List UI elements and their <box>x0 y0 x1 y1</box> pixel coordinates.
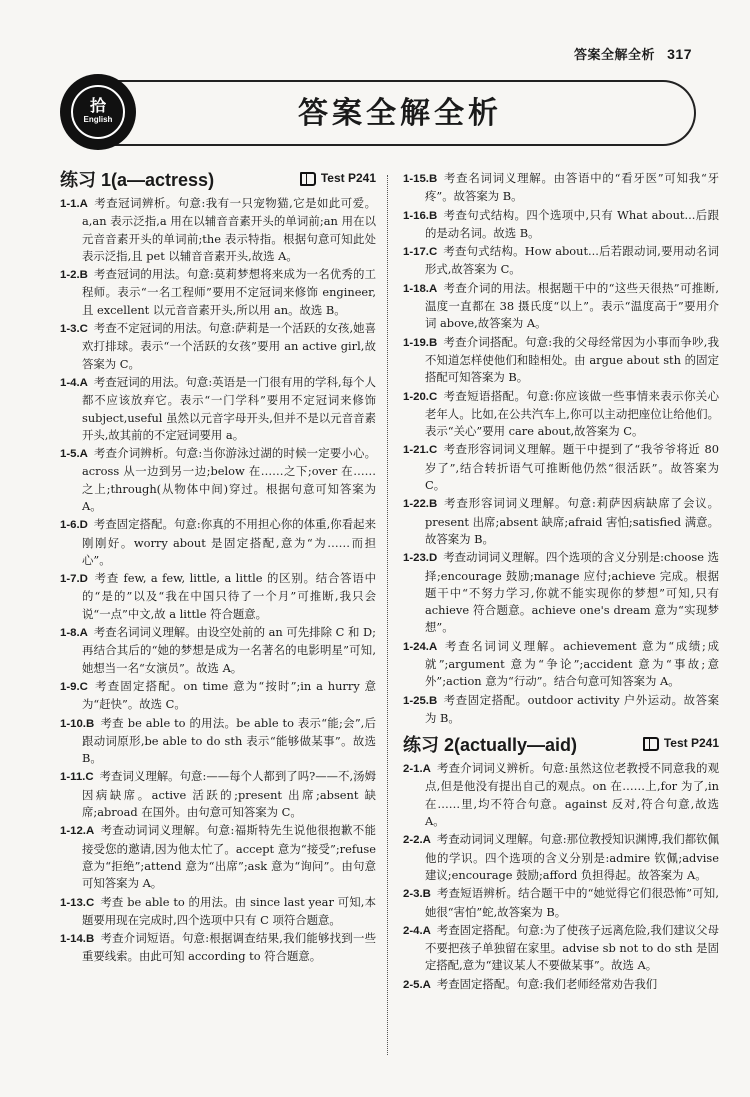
answer-explanation: 考查句式结构。四个选项中,只有 What about...后跟的是动名词。故选 B。 <box>425 207 719 240</box>
answer-explanation: 考查短语搭配。句意:你应该做一些事情来表示你关心老年人。比如,在公共汽车上,你可以主动把座位让给他们。表示“关心”要用 care about,故答案为 C。 <box>425 388 719 439</box>
answer-explanation: 考查动词词义理解。句意:福斯特先生说他很抱歉不能接受您的邀请,因为他太忙了。accept 意为“接受”;refuse 意为“拒绝”;attend 意为“出席”;ask 意为“询问”。由句意可知答案为 A。 <box>82 823 376 891</box>
answer-explanation: 考查动词词义理解。四个选项的含义分别是:choose 选择;encourage 鼓励;manage 应付;achieve 完成。根据题干中“不努力学习,你就不能实现你的梦想”可知,只有 achieve 符合题意。achieve one's dream 意为“实现梦想”。 <box>425 550 719 635</box>
answer-item <box>403 922 719 975</box>
section-header <box>403 735 719 754</box>
answer-number: 1-14.B <box>60 933 95 946</box>
answer-item <box>60 374 376 444</box>
answer-explanation: 考查介词词义辨析。句意:虽然这位老教授不同意我的观点,但是他没有提出自己的观点。on 在……上,for 为了,in 在……里,均不符合句意。against 反对,符合句意,故选 A。 <box>425 761 719 829</box>
book-icon <box>300 172 316 186</box>
book-icon <box>643 737 659 751</box>
answer-item <box>403 976 719 994</box>
answer-item <box>60 930 376 966</box>
answer-explanation: 考查固定搭配。on time 意为“按时”;in a hurry 意为“赶快”。故选 C。 <box>82 678 376 712</box>
answer-explanation: 考查短语辨析。结合题干中的“她觉得它们很恐怖”可知,她很“害怕”蛇,故答案为 B。 <box>425 886 719 919</box>
section-title: 练习 1(a—actress) <box>60 169 215 190</box>
answer-item <box>60 822 376 892</box>
running-head <box>574 44 692 63</box>
answer-explanation: 考查固定搭配。outdoor activity 户外运动。故答案为 B。 <box>425 692 719 725</box>
answer-number: 2-5.A <box>403 978 431 991</box>
answer-explanation: 考查冠词的用法。句意:英语是一门很有用的学科,每个人都不应该放弃它。表示“一门学科”要用不定冠词来修饰 subject,useful 虽然以元音字母开头,但并不是以元音音素开头,故其前的不定冠词要用 a。 <box>82 374 376 442</box>
logo-text: English <box>83 115 113 124</box>
answer-number: 1-23.D <box>403 552 438 565</box>
test-ref-label: Test P241 <box>663 736 719 751</box>
answer-explanation: 考查介词短语。句意:根据调查结果,我们能够找到一些重要线索。由此可知 according to 符合题意。 <box>82 931 376 964</box>
answer-number: 2-1.A <box>403 763 431 776</box>
answer-item <box>403 831 719 884</box>
answer-explanation: 考查形容词词义理解。句意:莉萨因病缺席了会议。present 出席;absent 缺席;afraid 害怕;satisfied 满意。故答案为 B。 <box>425 496 719 546</box>
answer-explanation: 考查固定搭配。句意:你真的不用担心你的体重,你看起来刚刚好。worry about 是固定搭配,意为“为……而担心”。 <box>82 517 376 567</box>
answer-explanation: 考查形容词词义理解。题干中提到了“我爷爷将近 80 岁了”,结合转折语气可推断他仍然“很活跃”。故答案为 C。 <box>425 442 719 493</box>
logo-glyph: 拾 <box>89 98 106 115</box>
section-header <box>60 170 376 189</box>
answer-item <box>60 516 376 569</box>
answer-number: 1-16.B <box>403 209 438 222</box>
answer-explanation: 考查固定搭配。句意:为了使孩子远离危险,我们建议父母不要把孩子单独留在家里。advise sb not to do sth 是固定搭配,意为“建议某人不要做某事”。故选 A。 <box>425 922 719 973</box>
answer-number: 1-11.C <box>60 771 94 784</box>
answer-item <box>403 692 719 728</box>
answer-number: 1-17.C <box>403 246 438 259</box>
answer-item <box>403 243 719 279</box>
answer-item <box>60 678 376 714</box>
answer-explanation: 考查动词词义理解。句意:那位教授知识渊博,我们都钦佩他的学识。四个选项的含义分别是:admire 钦佩;advise 建议;encourage 鼓励;afford 负担得起。故答案为 A。 <box>425 832 719 882</box>
section-title: 练习 2(actually—aid) <box>403 734 578 755</box>
answer-explanation: 考查介词的用法。根据题干中的“这些天很热”可推断,温度一直都在 38 摄氏度“以上”。表示“温度高于”要用介词 above,故答案为 A。 <box>425 280 719 331</box>
logo-icon <box>60 74 136 150</box>
answer-explanation: 考查介词搭配。句意:我的父母经常因为小事而争吵,我不知道怎样使他们和睦相处。由 argue about sth 的固定搭配可知答案为 B。 <box>425 334 719 385</box>
answer-number: 1-3.C <box>60 323 88 336</box>
answer-item <box>403 549 719 636</box>
answer-number: 2-4.A <box>403 924 431 937</box>
answer-number: 1-4.A <box>60 376 88 389</box>
answer-list <box>403 760 719 994</box>
left-column <box>60 170 376 967</box>
answer-explanation: 考查冠词辨析。句意:我有一只宠物猫,它是如此可爱。a,an 表示泛指,a 用在以辅音音素开头的单词前;an 用在以元音音素开头的单词前;the 表示特指。根据句意可知此处表示泛指,且 pet 以辅音音素开头,故选 A。 <box>82 195 376 263</box>
answer-number: 1-8.A <box>60 627 88 640</box>
answer-item <box>60 715 376 768</box>
answer-explanation: 考查名词词义理解。由设空处前的 an 可先排除 C 和 D;再结合其后的“她的梦想是成为一名著名的电影明星”可知,她想当一名“女演员”。故选 A。 <box>82 625 376 675</box>
answer-number: 1-1.A <box>60 197 88 210</box>
answer-number: 1-2.B <box>60 269 88 282</box>
answer-explanation: 考查 few, a few, little, a little 的区别。结合答语中的“是的”以及“我在中国只待了一个月”可推断,我只会说“一点”中文,故 a little 符合题意。 <box>82 571 376 621</box>
answer-number: 1-13.C <box>60 896 95 909</box>
right-column <box>403 170 719 995</box>
chapter-banner <box>60 74 696 154</box>
answer-number: 2-2.A <box>403 834 431 847</box>
answer-item <box>403 334 719 387</box>
answer-item <box>403 441 719 494</box>
answer-explanation: 考查句式结构。How about...后若跟动词,要用动名词形式,故答案为 C。 <box>425 244 719 277</box>
test-ref <box>300 170 376 187</box>
answer-item <box>403 760 719 830</box>
test-ref <box>643 735 719 752</box>
answer-item <box>60 624 376 677</box>
answer-number: 1-15.B <box>403 173 438 185</box>
answer-number: 2-3.B <box>403 888 431 901</box>
answer-number: 1-24.A <box>403 640 438 653</box>
answer-explanation: 考查介词辨析。句意:当你游泳过湖的时候一定要小心。across 从一边到另一边;below 在……之下;over 在……之上;through(从物体中间)穿过。根据句意可知答案为 A。 <box>82 446 376 513</box>
page-number: 317 <box>667 46 692 62</box>
answer-number: 1-10.B <box>60 717 95 730</box>
answer-number: 1-7.D <box>60 573 88 586</box>
test-ref-label: Test P241 <box>320 171 376 185</box>
answer-number: 1-9.C <box>60 680 88 693</box>
answer-number: 1-6.D <box>60 519 88 532</box>
answer-explanation: 考查 be able to 的用法。be able to 表示“能;会”,后跟动词原形,be able to do sth 表示“能够做某事”。故选 B。 <box>82 715 376 766</box>
answer-explanation: 考查固定搭配。句意:我们老师经常劝告我们 <box>436 976 658 991</box>
answer-item <box>403 388 719 441</box>
answer-item <box>60 266 376 319</box>
answer-explanation: 考查不定冠词的用法。句意:萨莉是一个活跃的女孩,她喜欢打排球。表示“一个活跃的女孩”要用 an active girl,故答案为 C。 <box>82 321 376 371</box>
logo-badge <box>71 85 125 139</box>
answer-item <box>403 638 719 691</box>
answer-item <box>60 320 376 373</box>
answer-item <box>403 885 719 921</box>
answer-explanation: 考查 be able to 的用法。由 since last year 可知,本题要用现在完成时,四个选项中只有 C 项符合题意。 <box>82 894 376 927</box>
answer-item <box>60 570 376 623</box>
answer-item <box>60 195 376 265</box>
running-title: 答案全解全析 <box>574 47 656 62</box>
answer-item <box>60 894 376 930</box>
chapter-title: 答案全解全析 <box>298 96 502 131</box>
answer-list <box>60 195 376 966</box>
answer-item <box>60 768 376 821</box>
answer-explanation: 考查名词词义理解。achievement 意为“成绩;成就”;argument 意为“争论”;accident 意为“事故;意外”;action 意为“行动”。结合句意可知答案为 A。 <box>425 638 719 689</box>
answer-number: 1-18.A <box>403 282 438 295</box>
answer-explanation: 考查冠词的用法。句意:莫莉梦想将来成为一名优秀的工程师。表示“一名工程师”要用不定冠词来修饰 engineer,且 excellent 以元音音素开头,所以用 an。故选 B。 <box>82 267 376 317</box>
answer-item <box>403 495 719 548</box>
column-divider <box>387 175 388 1055</box>
answer-list <box>403 170 719 727</box>
answer-explanation: 考查词义理解。句意:——每个人都到了吗?——不,汤姆因病缺席。active 活跃的;present 出席;absent 缺席;abroad 在国外。由句意可知答案为 C。 <box>82 769 376 820</box>
answer-item <box>403 207 719 243</box>
answer-explanation: 考查名词词义理解。由答语中的“看牙医”可知我“牙疼”。故答案为 B。 <box>425 171 719 204</box>
answer-number: 1-5.A <box>60 448 88 461</box>
answer-item <box>403 280 719 333</box>
answer-item <box>60 445 376 515</box>
answer-number: 1-12.A <box>60 825 95 838</box>
answer-number: 1-19.B <box>403 336 438 349</box>
answer-number: 1-25.B <box>403 694 438 707</box>
answer-number: 1-20.C <box>403 390 438 403</box>
answer-number: 1-22.B <box>403 498 438 511</box>
answer-number: 1-21.C <box>403 444 438 457</box>
answer-item <box>403 170 719 206</box>
